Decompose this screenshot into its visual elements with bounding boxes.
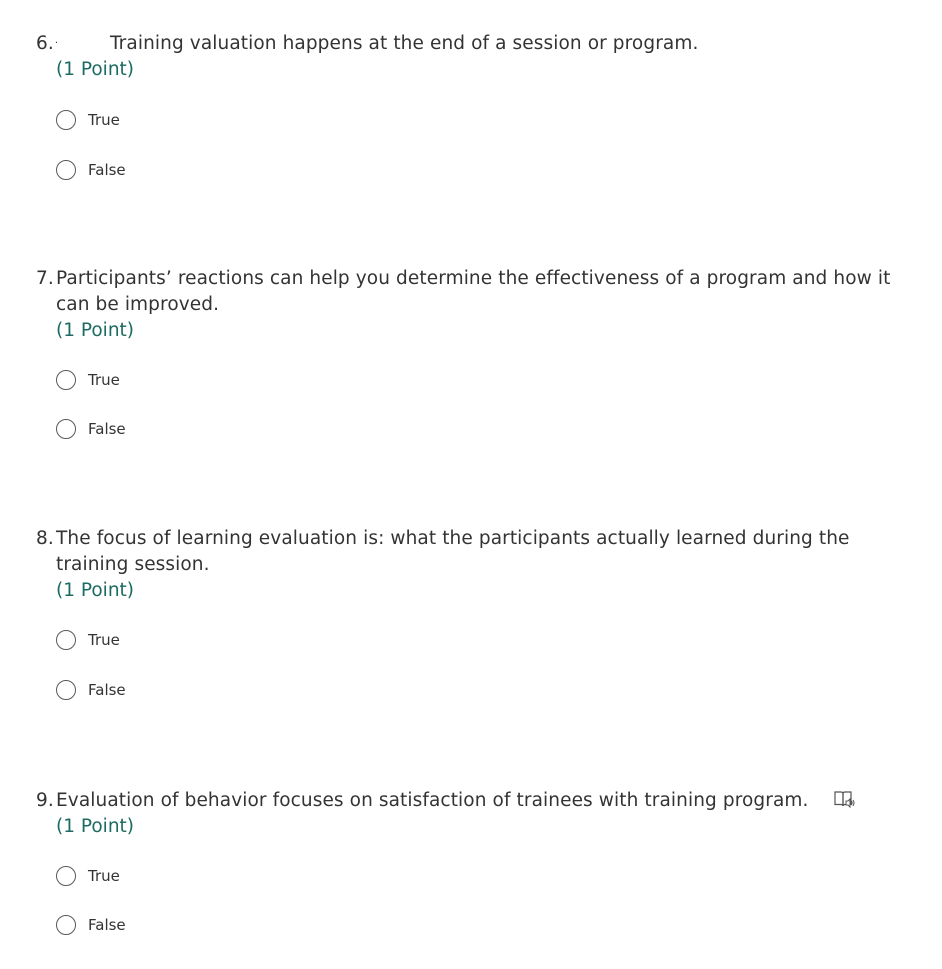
question-points: (1 Point) [56, 580, 135, 601]
question-points: (1 Point) [56, 320, 135, 341]
question-title [36, 526, 926, 578]
question-text: Participants’ reactions can help you determine the effectiveness of a program and how it can be improved. [56, 268, 891, 315]
option-false[interactable] [56, 417, 926, 441]
immersive-reader-icon[interactable] [833, 789, 855, 809]
radio-button[interactable] [56, 370, 76, 390]
question-6 [36, 31, 926, 182]
option-true[interactable] [56, 108, 926, 132]
options-group [56, 108, 926, 182]
question-text: The focus of learning evaluation is: what the participants actually learned during the training session. [56, 528, 850, 575]
question-7 [36, 266, 926, 441]
option-label: False [88, 420, 126, 438]
options-group [56, 628, 926, 702]
option-label: True [88, 631, 120, 649]
radio-button[interactable] [56, 419, 76, 439]
option-true[interactable] [56, 864, 926, 888]
options-group [56, 864, 926, 937]
question-number: 8. [36, 528, 54, 549]
option-false[interactable] [56, 678, 926, 702]
question-number: 6.· [36, 33, 59, 54]
option-label: False [88, 916, 126, 934]
question-title [36, 788, 926, 814]
option-true[interactable] [56, 368, 926, 392]
option-true[interactable] [56, 628, 926, 652]
option-false[interactable] [56, 913, 926, 937]
question-title [36, 266, 926, 318]
option-label: True [88, 371, 120, 389]
radio-button[interactable] [56, 110, 76, 130]
option-false[interactable] [56, 158, 926, 182]
question-text: Training valuation happens at the end of a session or program. [110, 33, 699, 54]
radio-button[interactable] [56, 866, 76, 886]
question-title [36, 31, 926, 57]
radio-button[interactable] [56, 630, 76, 650]
option-label: False [88, 161, 126, 179]
question-text-wrap [56, 788, 926, 814]
question-points: (1 Point) [56, 59, 135, 80]
option-label: False [88, 681, 126, 699]
radio-button[interactable] [56, 160, 76, 180]
question-9 [36, 788, 926, 937]
question-8 [36, 526, 926, 702]
question-number: 7. [36, 268, 54, 289]
option-label: True [88, 111, 120, 129]
options-group [56, 368, 926, 441]
option-label: True [88, 867, 120, 885]
radio-button[interactable] [56, 680, 76, 700]
question-number: 9. [36, 790, 54, 811]
question-text: Evaluation of behavior focuses on satisfaction of trainees with training program. [56, 790, 809, 811]
radio-button[interactable] [56, 915, 76, 935]
question-points: (1 Point) [56, 816, 135, 837]
